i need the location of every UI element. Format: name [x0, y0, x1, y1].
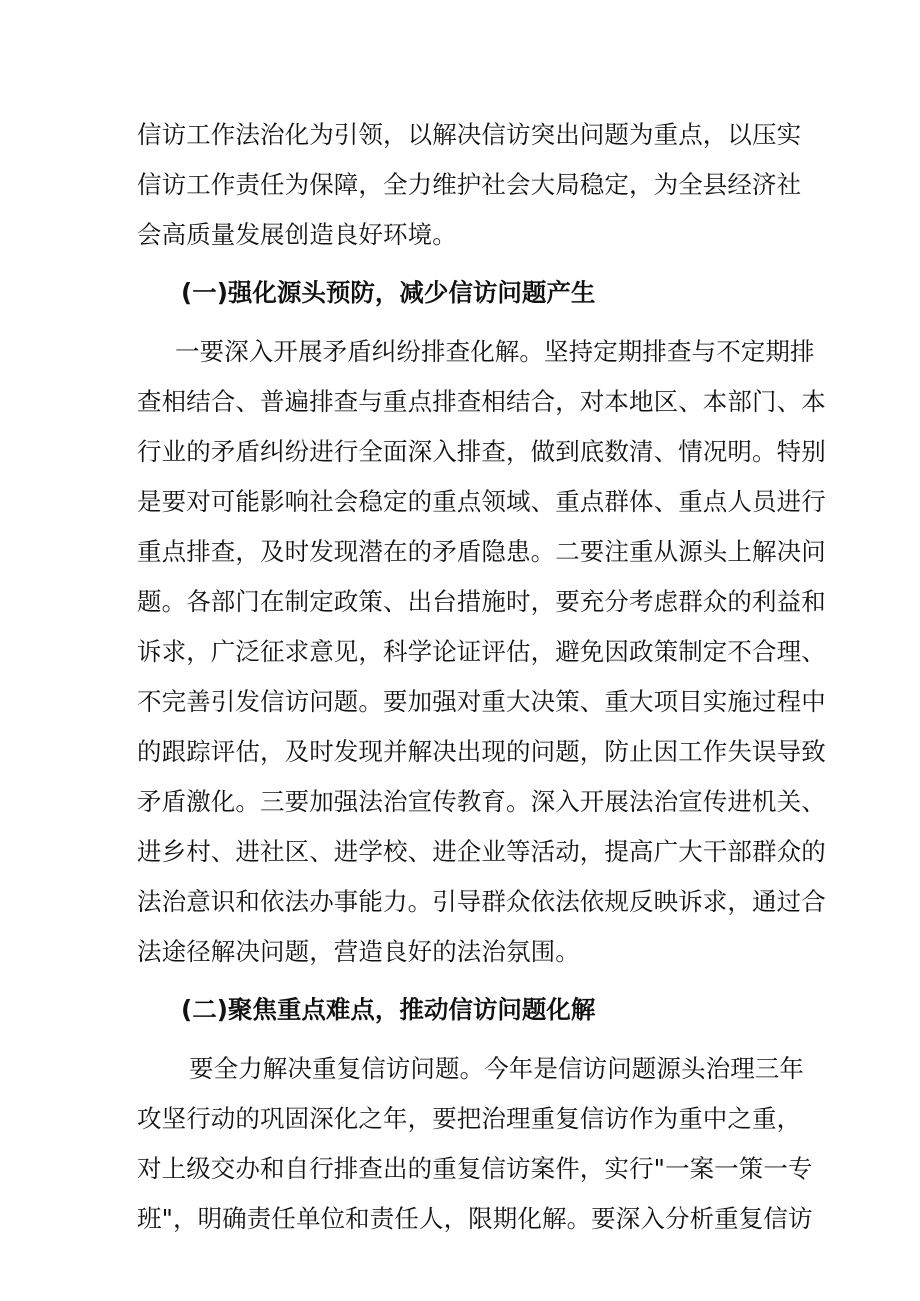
section-1-line-10: 矛盾激化。三要加强法治宣传教育。深入开展法治宣传进机关、	[137, 787, 826, 816]
intro-line-1: 信访工作法治化为引领，以解决信访突出问题为重点，以压实	[137, 120, 802, 149]
section-1-line-5: 重点排查，及时发现潜在的矛盾隐患。二要注重从源头上解决问	[137, 537, 826, 566]
section-1-line-7: 诉求，广泛征求意见，科学论证评估，避免因政策制定不合理、	[137, 637, 826, 666]
section-1-line-13: 法途径解决问题，营造良好的法治氛围。	[137, 937, 580, 966]
section-1-line-1: 一要深入开展矛盾纠纷排查化解。坚持定期排查与不定期排	[175, 337, 815, 366]
intro-line-3: 会高质量发展创造良好环境。	[137, 220, 457, 249]
section-1-line-12: 法治意识和依法办事能力。引导群众依法依规反映诉求，通过合	[137, 887, 826, 916]
intro-line-2: 信访工作责任为保障，全力维护社会大局稳定，为全县经济社	[137, 170, 802, 199]
section-2-line-4: 班"，明确责任单位和责任人，限期化解。要深入分析重复信访	[137, 1204, 813, 1233]
section-1-line-3: 行业的矛盾纠纷进行全面深入排查，做到底数清、情况明。特别	[137, 437, 826, 466]
section-2-line-2: 攻坚行动的巩固深化之年，要把治理重复信访作为重中之重，	[137, 1104, 802, 1133]
section-1-line-4: 是要对可能影响社会稳定的重点领域、重点群体、重点人员进行	[137, 487, 826, 516]
section-1-heading: (一)强化源头预防，减少信访问题产生	[181, 278, 596, 307]
section-2-line-3: 对上级交办和自行排查出的重复信访案件，实行"一案一策一专	[137, 1154, 813, 1183]
section-1-line-8: 不完善引发信访问题。要加强对重大决策、重大项目实施过程中	[137, 687, 826, 716]
section-2-line-1: 要全力解决重复信访问题。今年是信访问题源头治理三年	[189, 1054, 804, 1083]
section-2-heading: (二)聚焦重点难点，推动信访问题化解	[181, 995, 596, 1024]
section-1-line-9: 的跟踪评估，及时发现并解决出现的问题，防止因工作失误导致	[137, 737, 826, 766]
section-1-line-2: 查相结合、普遍排查与重点排查相结合，对本地区、本部门、本	[137, 387, 826, 416]
section-1-line-6: 题。各部门在制定政策、出台措施时，要充分考虑群众的利益和	[137, 587, 826, 616]
section-1-line-11: 进乡村、进社区、进学校、进企业等活动，提高广大干部群众的	[137, 837, 826, 866]
